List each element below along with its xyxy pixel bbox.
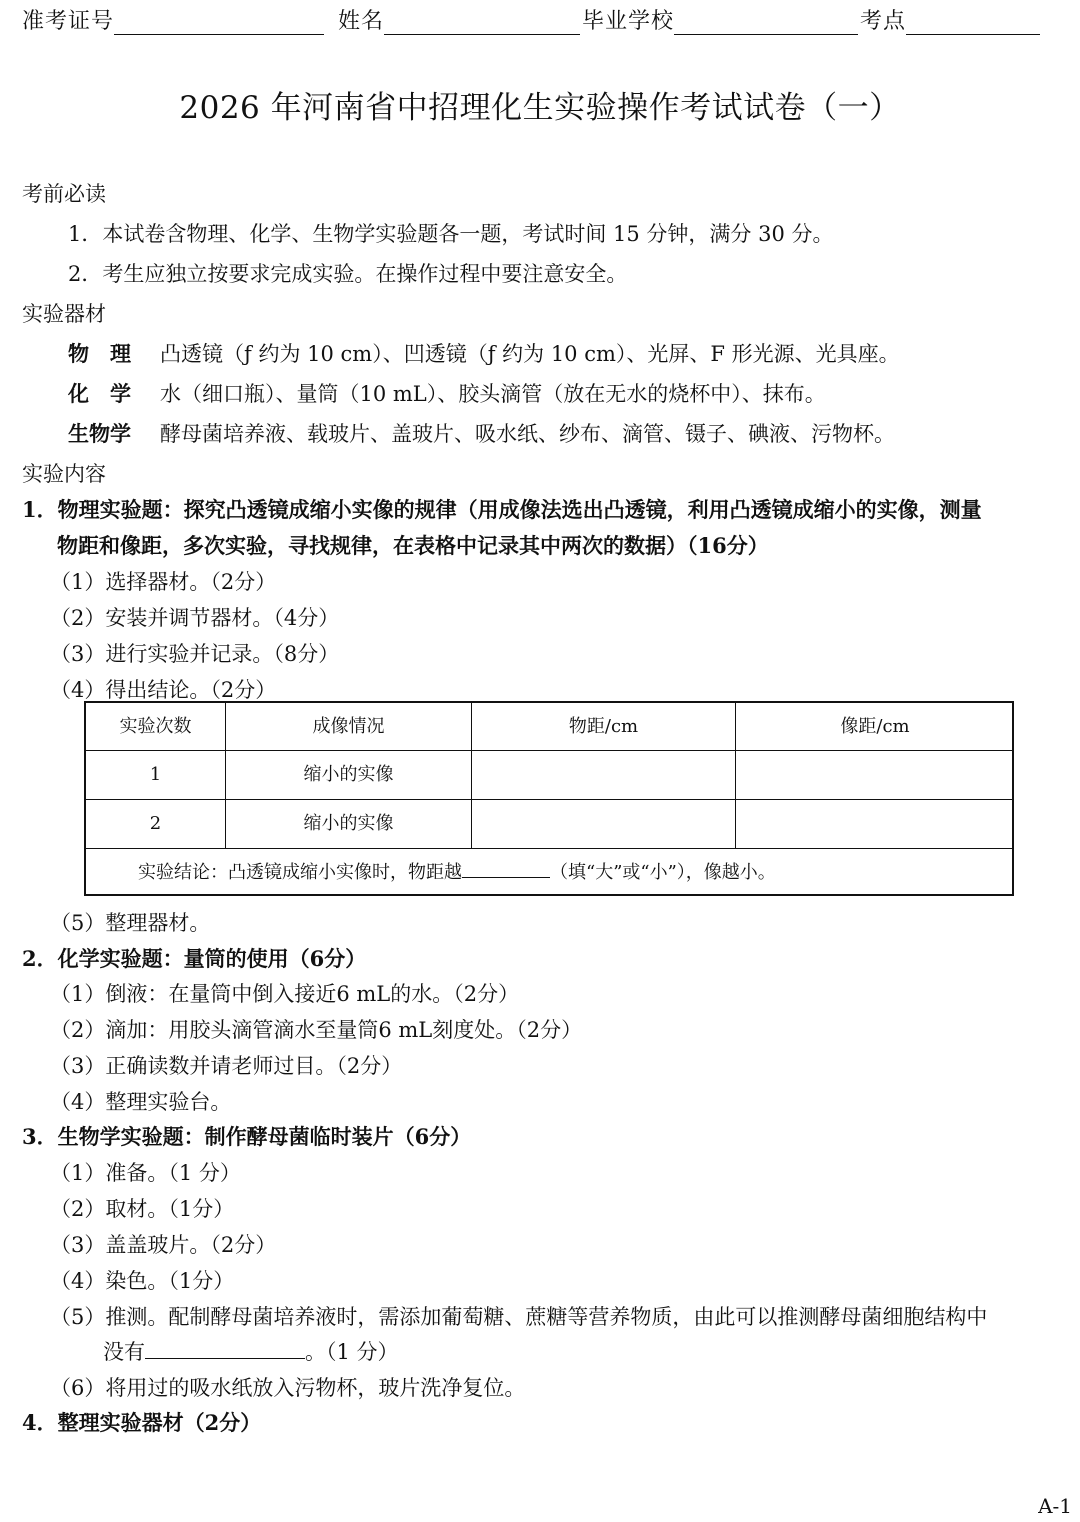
table-cell-object-distance-1[interactable]	[472, 751, 735, 799]
page-number: A-1	[1038, 1494, 1072, 1518]
table-cell-trial-1: 1	[149, 764, 162, 785]
q2-step-1: （1）倒液：在量筒中倒入接近6 mL的水。（2分）	[50, 982, 520, 1006]
table-header-object-distance: 物距/cm	[568, 716, 639, 737]
table-header-image-distance: 像距/cm	[840, 716, 910, 737]
materials-biology-label: 生物学	[68, 421, 131, 446]
q1-step-1: （1）选择器材。（2分）	[50, 570, 277, 594]
table-header-image: 成像情况	[312, 716, 385, 737]
q3-heading: 3．生物学实验题：制作酵母菌临时装片（6分）	[22, 1124, 472, 1149]
table-cell-image-distance-2[interactable]	[736, 800, 1014, 848]
materials-heading: 实验器材	[22, 302, 106, 326]
q1-step-5: （5）整理器材。	[50, 911, 211, 935]
q1-step-4: （4）得出结论。（2分）	[50, 678, 277, 702]
name-label: 姓名	[338, 9, 385, 34]
q4-heading: 4．整理实验器材（2分）	[22, 1410, 262, 1435]
table-conclusion	[138, 850, 776, 896]
q3-step-5-line1: （5）推测。配制酵母菌培养液时，需添加葡萄糖、蔗糖等营养物质，由此可以推测酵母菌细胞结构中	[50, 1305, 988, 1329]
conclusion-text-before: 实验结论：凸透镜成缩小实像时，物距越	[138, 862, 462, 883]
exam-header	[22, 4, 1040, 35]
page-title: 2026 年河南省中招理化生实验操作考试试卷（一）	[179, 90, 901, 126]
conclusion-text-after: （填“大”或“小”），像越小。	[550, 862, 776, 883]
q3-step-5-after: 。（1 分）	[305, 1340, 399, 1364]
table-cell-image-distance-1[interactable]	[736, 751, 1014, 799]
notice-heading: 考前必读	[22, 182, 106, 206]
table-cell-image-2: 缩小的实像	[303, 813, 394, 834]
q2-step-2: （2）滴加：用胶头滴管滴水至量筒6 mL刻度处。（2分）	[50, 1018, 583, 1042]
table-cell-trial-2: 2	[149, 813, 162, 834]
materials-chemistry-text: 水（细口瓶）、量筒（10 mL）、胶头滴管（放在无水的烧杯中）、抹布。	[160, 382, 826, 406]
materials-biology-text: 酵母菌培养液、载玻片、盖玻片、吸水纸、纱布、滴管、镊子、碘液、污物杯。	[160, 422, 895, 446]
q3-step-5-line2	[103, 1336, 399, 1366]
materials-chemistry-label: 化 学	[68, 381, 131, 406]
notice-item-2: 2．考生应独立按要求完成实验。在操作过程中要注意安全。	[68, 262, 628, 286]
content-heading: 实验内容	[22, 462, 106, 486]
school-field[interactable]	[674, 8, 858, 35]
materials-physics-label: 物 理	[68, 341, 131, 366]
site-field[interactable]	[906, 8, 1040, 35]
conclusion-blank[interactable]	[462, 859, 550, 878]
exam-id-field[interactable]	[114, 8, 324, 35]
table-cell-object-distance-2[interactable]	[472, 800, 735, 848]
materials-physics-text: 凸透镜（ƒ 约为 10 cm）、凹透镜（ƒ 约为 10 cm）、光屏、F 形光源、光具座。	[160, 342, 900, 366]
q3-answer-blank[interactable]	[145, 1336, 305, 1359]
data-table	[84, 701, 1014, 896]
exam-id-label: 准考证号	[22, 9, 115, 34]
q3-step-5-before: 没有	[103, 1340, 145, 1364]
q1-step-2: （2）安装并调节器材。（4分）	[50, 606, 340, 630]
q1-heading-line1: 1．物理实验题：探究凸透镜成缩小实像的规律（用成像法选出凸透镜，利用凸透镜成缩小的实像，测量	[22, 497, 982, 522]
q3-step-6: （6）将用过的吸水纸放入污物杯，玻片洗净复位。	[50, 1376, 526, 1400]
school-label: 毕业学校	[582, 9, 675, 34]
q3-step-4: （4）染色。（1分）	[50, 1269, 235, 1293]
table-header-trial: 实验次数	[119, 716, 192, 737]
notice-item-1: 1．本试卷含物理、化学、生物学实验题各一题，考试时间 15 分钟，满分 30 分。	[68, 222, 834, 246]
q2-heading: 2．化学实验题：量筒的使用（6分）	[22, 946, 367, 971]
table-rule	[86, 848, 1012, 849]
name-field[interactable]	[384, 8, 580, 35]
q2-step-4: （4）整理实验台。	[50, 1090, 232, 1114]
q3-step-3: （3）盖盖玻片。（2分）	[50, 1233, 277, 1257]
q2-step-3: （3）正确读数并请老师过目。（2分）	[50, 1054, 403, 1078]
q3-step-2: （2）取材。（1分）	[50, 1197, 235, 1221]
q1-heading-line2: 物距和像距，多次实验，寻找规律，在表格中记录其中两次的数据）（16分）	[57, 533, 769, 558]
table-cell-image-1: 缩小的实像	[303, 764, 394, 785]
q3-step-1: （1）准备。（1 分）	[50, 1161, 241, 1185]
site-label: 考点	[860, 9, 907, 34]
q1-step-3: （3）进行实验并记录。（8分）	[50, 642, 340, 666]
